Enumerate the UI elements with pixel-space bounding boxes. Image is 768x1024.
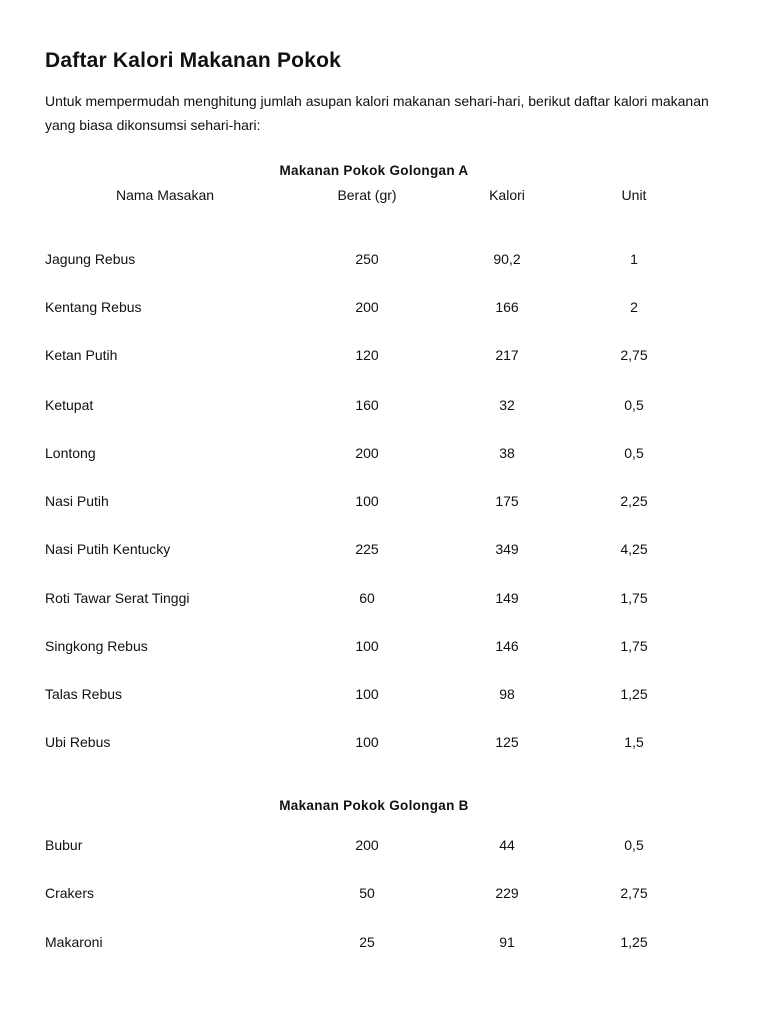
food-name: Kentang Rebus (45, 299, 142, 315)
food-weight: 25 (359, 934, 375, 950)
food-calories: 146 (495, 638, 519, 654)
food-name: Nasi Putih (45, 493, 109, 509)
food-unit: 1 (630, 251, 638, 267)
food-calories: 38 (499, 445, 515, 461)
food-calories: 175 (495, 493, 519, 509)
food-weight: 120 (355, 347, 379, 363)
food-name: Roti Tawar Serat Tinggi (45, 590, 190, 606)
food-weight: 60 (359, 590, 375, 606)
food-name: Ketan Putih (45, 347, 118, 363)
food-unit: 1,75 (620, 638, 648, 654)
food-calories: 229 (495, 885, 519, 901)
food-calories: 91 (499, 934, 515, 950)
table-row (0, 345, 768, 365)
food-unit: 2,75 (620, 347, 648, 363)
table-row (0, 395, 768, 415)
food-unit: 1,5 (624, 734, 644, 750)
food-name: Lontong (45, 445, 96, 461)
food-unit: 4,25 (620, 541, 648, 557)
food-unit: 2,75 (620, 885, 648, 901)
table-row (0, 443, 768, 463)
food-weight: 50 (359, 885, 375, 901)
table-row (0, 297, 768, 317)
food-name: Nasi Putih Kentucky (45, 541, 171, 557)
column-header-name: Nama Masakan (115, 187, 215, 203)
table-row (0, 732, 768, 752)
food-calories: 166 (495, 299, 519, 315)
section-title-group-b: Makanan Pokok Golongan B (279, 798, 469, 813)
food-unit: 1,75 (620, 590, 648, 606)
table-row (0, 539, 768, 559)
section-title-group-a: Makanan Pokok Golongan A (279, 163, 469, 178)
column-header-weight: Berat (gr) (337, 187, 397, 203)
food-calories: 125 (495, 734, 519, 750)
column-header-unit: Unit (621, 187, 647, 203)
food-weight: 100 (355, 638, 379, 654)
food-name: Makaroni (45, 934, 103, 950)
table-row (0, 684, 768, 704)
food-unit: 0,5 (624, 397, 644, 413)
intro-paragraph: Untuk mempermudah menghitung jumlah asupan kalori makanan sehari-hari, berikut daftar kalori makanan yang biasa dikonsumsi sehari-hari: (45, 93, 709, 133)
food-calories: 98 (499, 686, 515, 702)
food-weight: 200 (355, 299, 379, 315)
food-calories: 217 (495, 347, 519, 363)
food-calories: 90,2 (493, 251, 521, 267)
food-name: Singkong Rebus (45, 638, 148, 654)
food-calories: 44 (499, 837, 515, 853)
food-weight: 100 (355, 734, 379, 750)
food-name: Ketupat (45, 397, 94, 413)
food-unit: 1,25 (620, 686, 648, 702)
table-header-row (0, 185, 768, 205)
food-name: Crakers (45, 885, 95, 901)
table-row (0, 932, 768, 952)
column-header-calories: Kalori (489, 187, 525, 203)
food-weight: 200 (355, 837, 379, 853)
table-row (0, 588, 768, 608)
food-unit: 2,25 (620, 493, 648, 509)
food-unit: 0,5 (624, 445, 644, 461)
food-weight: 225 (355, 541, 379, 557)
food-weight: 200 (355, 445, 379, 461)
food-name: Bubur (45, 837, 83, 853)
food-weight: 160 (355, 397, 379, 413)
food-unit: 2 (630, 299, 638, 315)
food-weight: 100 (355, 493, 379, 509)
table-row (0, 636, 768, 656)
food-calories: 149 (495, 590, 519, 606)
food-unit: 1,25 (620, 934, 648, 950)
food-name: Talas Rebus (45, 686, 123, 702)
table-row (0, 835, 768, 855)
food-calories: 32 (499, 397, 515, 413)
food-name: Ubi Rebus (45, 734, 111, 750)
food-calories: 349 (495, 541, 519, 557)
food-unit: 0,5 (624, 837, 644, 853)
table-row (0, 883, 768, 903)
food-weight: 250 (355, 251, 379, 267)
food-name: Jagung Rebus (45, 251, 136, 267)
food-weight: 100 (355, 686, 379, 702)
page-title: Daftar Kalori Makanan Pokok (45, 49, 341, 72)
table-row (0, 491, 768, 511)
table-row (0, 249, 768, 269)
